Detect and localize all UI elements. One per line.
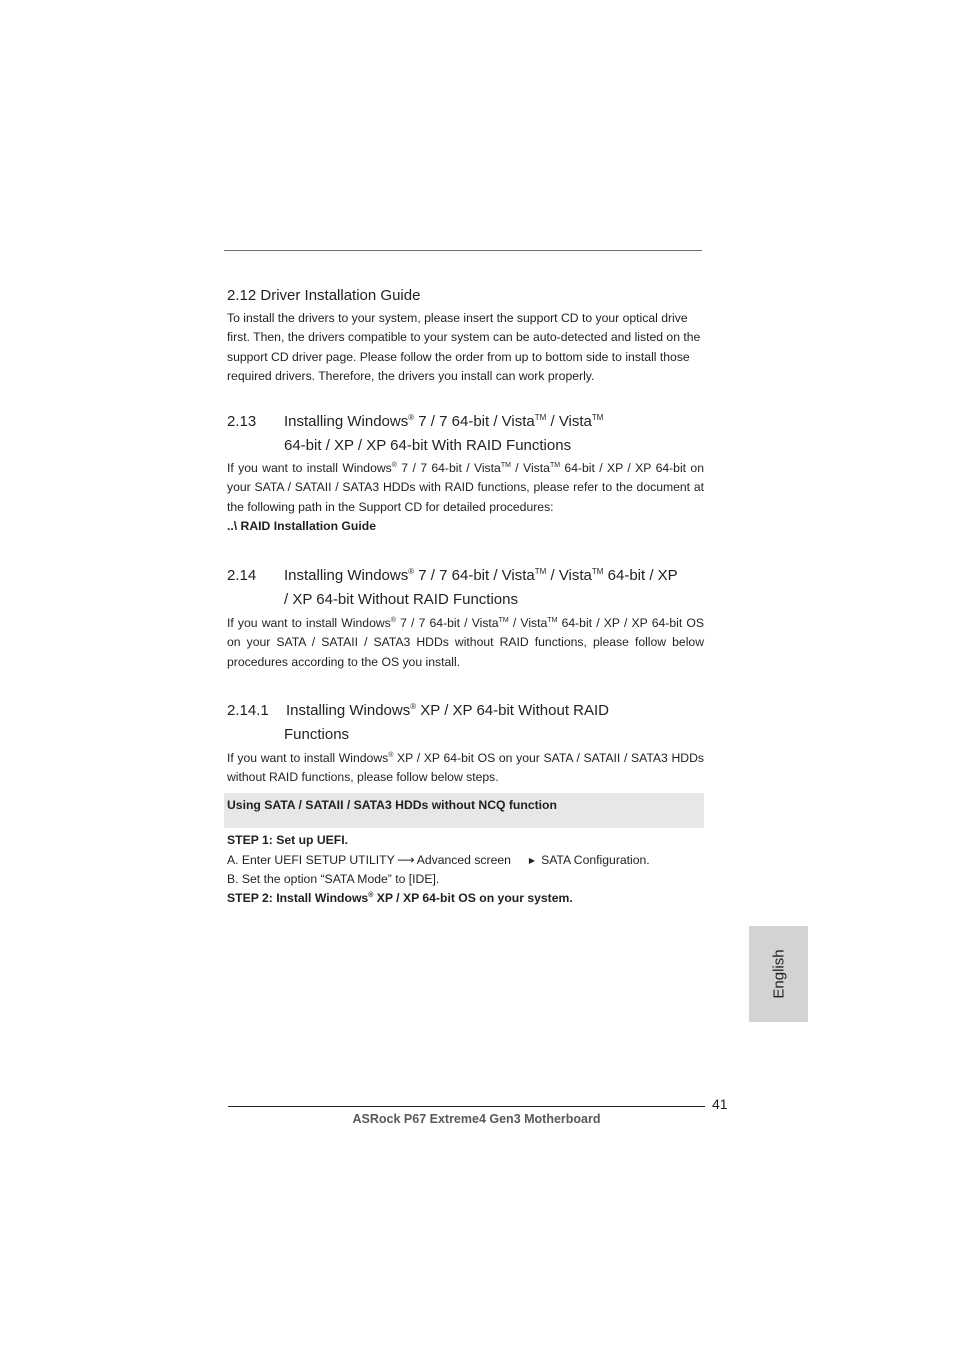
footer-product-name: ASRock P67 Extreme4 Gen3 Motherboard	[352, 1112, 601, 1126]
ncq-notice-box	[224, 793, 704, 828]
heading-2-12: 2.12 Driver Installation Guide	[227, 287, 421, 304]
heading-2-13-line1: 2.13 Installing Windows® 7 / 7 64-bit / Vista™ / Vista™	[227, 410, 603, 434]
paragraph-2-14-1: If you want to install Windows® XP / XP 64-bit OS on your SATA / SATAII / SATA3 HDDs without RAID functions, please follow below steps.	[227, 751, 704, 785]
raid-guide-path: ..\ RAID Installation Guide	[227, 519, 376, 533]
step2-title: STEP 2: Install Windows® XP / XP 64-bit OS on your system.	[227, 891, 573, 905]
ncq-notice-title: Using SATA / SATAII / SATA3 HDDs without NCQ function	[227, 798, 557, 812]
language-tab-label: English	[770, 949, 787, 999]
step1-b: B. Set the option “SATA Mode” to [IDE].	[227, 872, 440, 886]
paragraph-2-14: If you want to install Windows® 7 / 7 64-bit / Vista™ / Vista™ 64-bit / XP / XP 64-bit OS on your SATA / SATAII / SATA3 HDDs without RAID functions, please follow below procedures according to the OS you install.	[227, 616, 704, 669]
step1-a: A. Enter UEFI SETUP UTILITY ⟶ Advanced screen ▶ SATA Configuration.	[227, 851, 650, 870]
heading-2-14-1-line1: 2.14.1 Installing Windows® XP / XP 64-bit Without RAID	[227, 699, 609, 723]
language-tab	[749, 926, 808, 1022]
top-divider	[224, 250, 702, 251]
section-number: 2.13	[227, 413, 257, 430]
step1-title: STEP 1: Set up UEFI.	[227, 833, 348, 847]
arrow-right-icon: ⟶	[396, 853, 415, 867]
section-number: 2.14	[227, 567, 257, 584]
page-number: 41	[712, 1096, 728, 1112]
paragraph-2-12: To install the drivers to your system, please insert the support CD to your optical drive first. Then, the drivers compatible to your system can be auto-detected and listed on the support CD driver page. Please follow the order from up to bottom side to install those required drivers. Therefore, the drivers you install can work properly.	[227, 311, 701, 384]
heading-2-13-line2: 64-bit / XP / XP 64-bit With RAID Functions	[284, 437, 572, 454]
footer-divider	[228, 1106, 705, 1107]
paragraph-2-13: If you want to install Windows® 7 / 7 64-bit / Vista™ / Vista™ 64-bit / XP / XP 64-bit on your SATA / SATAII / SATA3 HDDs with RAID functions, please refer to the document at the following path in the Support CD for detailed procedures:	[227, 461, 704, 514]
heading-2-14-1-line2: Functions	[284, 726, 350, 743]
triangle-right-icon: ▶	[528, 856, 536, 865]
heading-2-14-line1: 2.14 Installing Windows® 7 / 7 64-bit / Vista™ / Vista™ 64-bit / XP	[227, 564, 678, 588]
heading-2-14-line2: / XP 64-bit Without RAID Functions	[284, 591, 518, 608]
section-number: 2.14.1	[227, 702, 269, 719]
